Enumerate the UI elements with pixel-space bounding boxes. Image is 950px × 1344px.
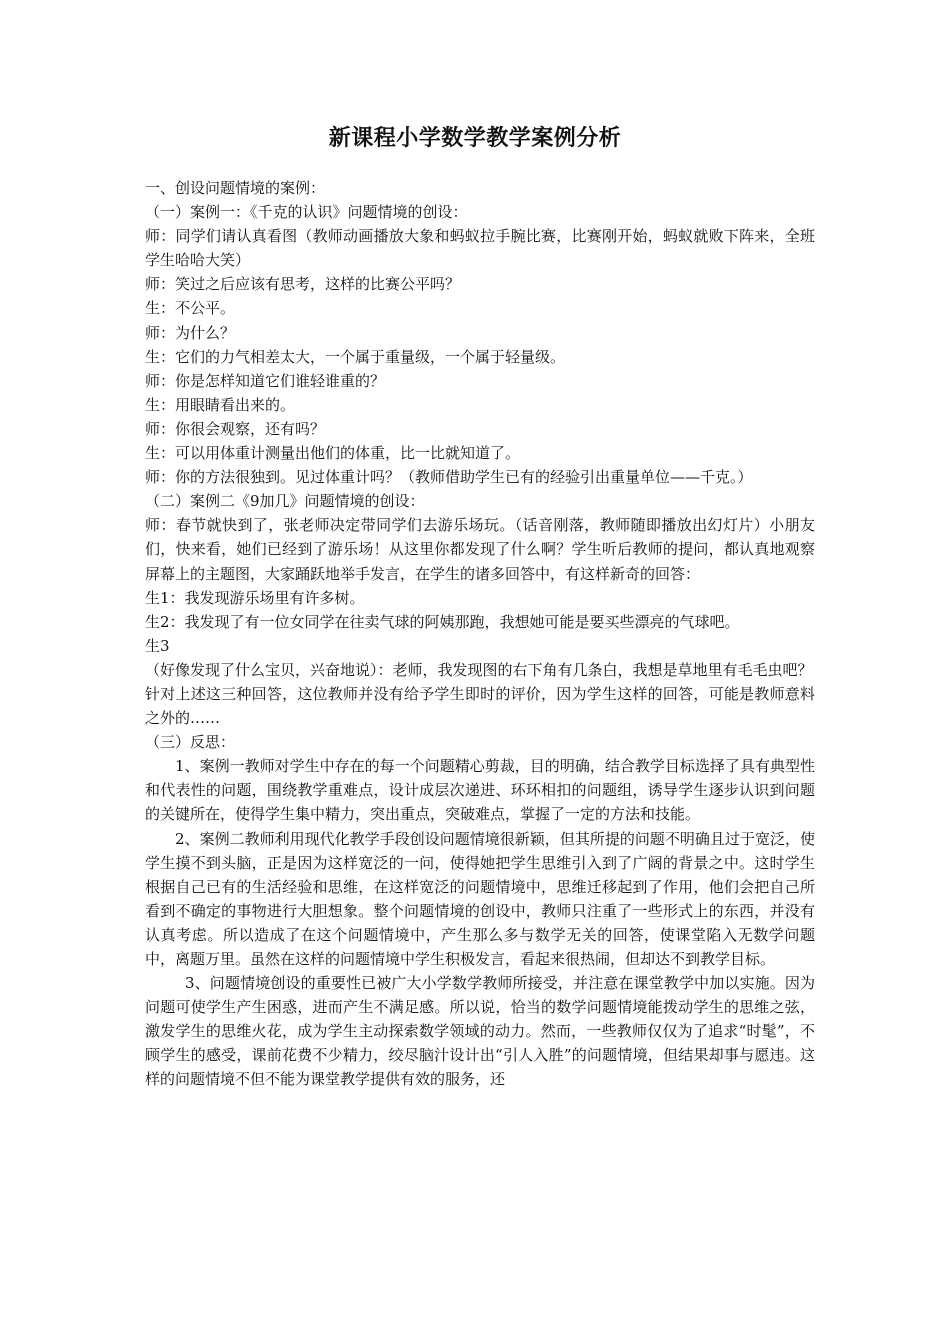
dialogue-line: 生：用眼睛看出来的。	[145, 395, 296, 414]
reflection-paragraph: 1、案例一教师对学生中存在的每一个问题精心剪裁，目的明确，结合教学目标选择了具有典型性和代表性的问题，围绕教学重难点，设计成层次递进、环环相扣的问题组，诱导学生逐步认识到问题的关键所在，使得学生集中精力，突出重点，突破难点，掌握了一定的方法和技能。	[145, 757, 815, 824]
reflection-paragraph: 2、案例二教师利用现代化教学手段创设问题情境很新颖，但其所提的问题不明确且过于宽泛，使学生摸不到头脑，正是因为这样宽泛的一问，使得她把学生思维引入到了广阔的背景之中。这时学生根据自己已有的生活经验和思维，在这样宽泛的问题情境中，思维迁移起到了作用，他们会把自己所看到不确定的事物进行大胆想象。整个问题情境的创设中，教师只注重了一些形式上的东西，并没有认真考虑。所以造成了在这个问题情境中，产生那么多与数学无关的回答，使课堂陷入无数学问题中，离题万里。虽然在这样的问题情境中学生积极发言，看起来很热闹，但却达不到教学目标。	[145, 829, 815, 968]
reflection-heading: （三）反思：	[145, 733, 236, 752]
dialogue-line: 师：春节就快到了，张老师决定带同学们去游乐场玩。（话音刚落，教师随即播放出幻灯片）小朋友们，快来看，她们已经到了游乐场！从这里你都发现了什么啊？学生听后教师的提问，都认真地观察屏幕上的主题图，大家踊跃地举手发言，在学生的诸多回答中，有这样新奇的回答：	[145, 516, 815, 583]
dialogue-line: （好像发现了什么宝贝，兴奋地说）：老师，我发现图的右下角有几条白，我想是草地里有毛毛虫吧？	[145, 660, 813, 679]
section-heading: 一、创设问题情境的案例：	[145, 179, 326, 197]
dialogue-line: 师：笑过之后应该有思考，这样的比赛公平吗？	[145, 275, 461, 294]
dialogue-line: 生：可以用体重计测量出他们的体重，比一比就知道了。	[145, 444, 521, 463]
dialogue-line: 师：为什么？	[145, 323, 236, 342]
document-title: 新课程小学数学教学案例分析	[328, 125, 622, 151]
reflection-paragraph: 3、问题情境创设的重要性已被广大小学数学教师所接受，并注意在课堂教学中加以实施。因为问题可使学生产生困惑，进而产生不满足感。所以说，恰当的数学问题情境能拨动学生的思维之弦，激发学生的思维火花，成为学生主动探索数学领域的动力。然而，一些教师仅仅为了追求“时髦”，不顾学生的感受，课前花费不少精力，绞尽脑汁设计出“引人入胜”的问题情境，但结果却事与愿违。这样的问题情境不但不能为课堂教学提供有效的服务，还	[145, 974, 815, 1089]
dialogue-line: 生：它们的力气相差太大，一个属于重量级，一个属于轻量级。	[145, 347, 566, 366]
dialogue-line: 师：同学们请认真看图（教师动画播放大象和蚂蚁拉手腕比赛，比赛刚开始，蚂蚁就败下阵来，全班学生哈哈大笑）	[145, 227, 815, 270]
dialogue-line: 生2：我发现了有一位女同学在往卖气球的阿姨那跑，我想她可能是要买些漂亮的气球吧。	[145, 612, 740, 631]
case-heading: （一）案例一：《千克的认识》问题情境的创设：	[145, 203, 468, 222]
dialogue-line: 生：不公平。	[145, 299, 236, 318]
case-heading: （二）案例二《9加几》问题情境的创设：	[145, 492, 425, 511]
dialogue-line: 师：你是怎样知道它们谁轻谁重的？	[145, 371, 386, 390]
dialogue-line: 师：你很会观察，还有吗？	[145, 419, 326, 438]
dialogue-line: 针对上述这三种回答，这位教师并没有给予学生即时的评价，因为学生这样的回答，可能是教师意料之外的……	[145, 684, 815, 728]
dialogue-line: 生1：我发现游乐场里有许多树。	[145, 588, 365, 607]
dialogue-line: 生3	[145, 636, 170, 655]
document-body	[145, 176, 815, 1092]
dialogue-line: 师：你的方法很独到。见过体重计吗？（教师借助学生已有的经验引出重量单位——千克。）	[145, 468, 753, 487]
